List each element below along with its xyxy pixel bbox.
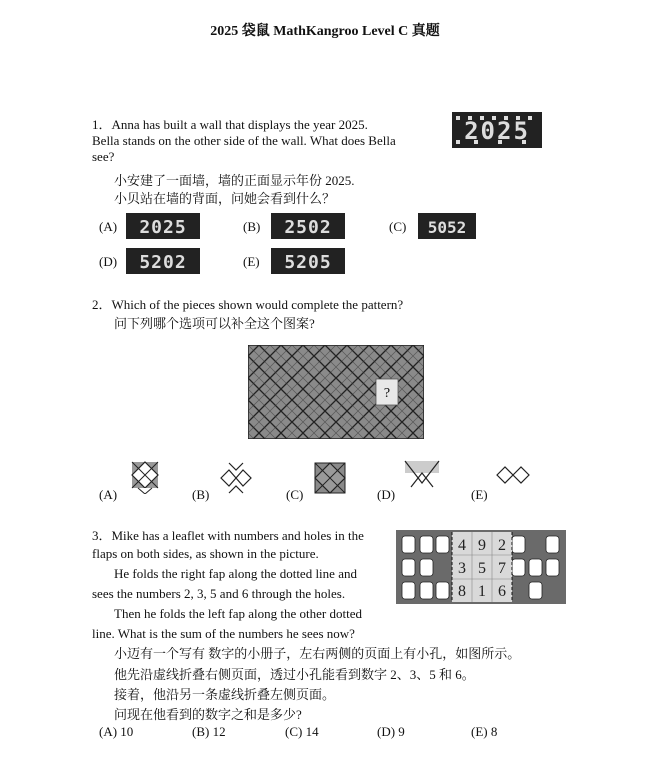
q3-grid-cell: 7 xyxy=(498,560,506,577)
q1-option-a-image[interactable] xyxy=(126,213,200,239)
q1-option-b-image[interactable] xyxy=(271,213,345,239)
q3-text-line4: sees the numbers 2, 3, 5 and 6 through the holes. xyxy=(92,586,346,601)
q1-text-line3: see? xyxy=(92,149,115,164)
q2-option-b-image[interactable] xyxy=(219,461,253,495)
q3-option-a[interactable]: (A) 10 xyxy=(99,724,134,739)
q2-option-e-label: (E) xyxy=(471,487,488,502)
q1-option-e-text: 5205 xyxy=(284,252,332,273)
q1-option-d-label: (D) xyxy=(99,254,118,269)
q2-option-d-image[interactable] xyxy=(403,459,441,489)
q1-option-d-image[interactable] xyxy=(126,248,200,274)
q1-wall-text: 2025 xyxy=(464,117,530,145)
q3-option-e[interactable]: (E) 8 xyxy=(471,724,498,739)
q1-text-line1: 1．Anna has built a wall that displays the year 2025. xyxy=(92,117,368,132)
q3-text-line8: 他先沿虚线折叠右侧页面，透过小孔能看到数字 2、3、5 和 6。 xyxy=(114,667,475,682)
q3-text-line6: line. What is the sum of the numbers he sees now? xyxy=(92,626,355,641)
q3-option-d[interactable]: (D) 9 xyxy=(377,724,405,739)
q3-grid-cell: 5 xyxy=(478,560,486,577)
q3-grid-cell: 3 xyxy=(458,560,466,577)
q3-text-line9: 接着，他沿另一条虚线折叠左侧页面。 xyxy=(114,687,336,702)
q2-text-line1: 2．Which of the pieces shown would complete the pattern? xyxy=(92,297,404,312)
q2-option-e-image[interactable] xyxy=(495,463,531,487)
q3-text-line3: He folds the right fap along the dotted line and xyxy=(114,566,357,581)
q3-text-line10: 问现在他看到的数字之和是多少? xyxy=(114,707,302,722)
q1-option-a-label: (A) xyxy=(99,219,118,234)
q1-text-line4: 小安建了一面墙，墙的正面显示年份 2025. xyxy=(114,173,355,188)
q3-option-b[interactable]: (B) 12 xyxy=(192,724,226,739)
page-title: 2025 袋鼠 MathKangroo Level C 真题 xyxy=(210,24,440,39)
q1-option-e-image[interactable] xyxy=(271,248,345,274)
q2-option-d-label: (D) xyxy=(377,487,396,502)
q2-pattern-image xyxy=(248,345,424,439)
q3-grid-cell: 9 xyxy=(478,537,486,554)
q3-grid-cell: 1 xyxy=(478,583,486,600)
q1-option-c-text: 5052 xyxy=(427,218,467,237)
q1-option-a-text: 2025 xyxy=(139,217,187,238)
q3-text-line1: 3．Mike has a leaflet with numbers and holes in the xyxy=(92,528,364,543)
q2-option-a-image[interactable] xyxy=(128,460,162,494)
q2-option-b-label: (B) xyxy=(192,487,210,502)
q1-option-c-image[interactable] xyxy=(418,213,476,239)
q1-text-line2: Bella stands on the other side of the wall. What does Bella xyxy=(92,133,396,148)
q3-grid-cell: 6 xyxy=(498,583,506,600)
q1-option-b-text: 2502 xyxy=(284,217,332,238)
q3-grid-cell: 8 xyxy=(458,583,466,600)
q1-text-line5: 小贝站在墙的背面，问她会看到什么？ xyxy=(114,191,336,206)
q3-grid-cell: 2 xyxy=(498,537,506,554)
q1-option-b-label: (B) xyxy=(243,219,261,234)
q2-option-c-label: (C) xyxy=(286,487,304,502)
q2-option-a-label: (A) xyxy=(99,487,118,502)
q1-wall-image xyxy=(452,112,542,148)
q2-option-c-image[interactable] xyxy=(313,461,347,495)
q1-option-c-label: (C) xyxy=(389,219,407,234)
q2-text-line2: 问下列哪个选项可以补全这个图案? xyxy=(114,316,315,331)
q3-text-line5: Then he folds the left fap along the other dotted xyxy=(114,606,363,621)
q3-grid-cell: 4 xyxy=(458,537,466,554)
q3-text-line7: 小迈有一个写有 数字的小册子，左右两侧的页面上有小孔，如图所示。 xyxy=(114,646,521,661)
q1-option-e-label: (E) xyxy=(243,254,260,269)
q3-leaflet-image xyxy=(396,530,566,604)
q2-missing-mark: ? xyxy=(383,386,391,401)
q3-text-line2: flaps on both sides, as shown in the picture. xyxy=(92,546,319,561)
q3-option-c[interactable]: (C) 14 xyxy=(285,724,319,739)
q1-option-d-text: 5202 xyxy=(139,252,187,273)
